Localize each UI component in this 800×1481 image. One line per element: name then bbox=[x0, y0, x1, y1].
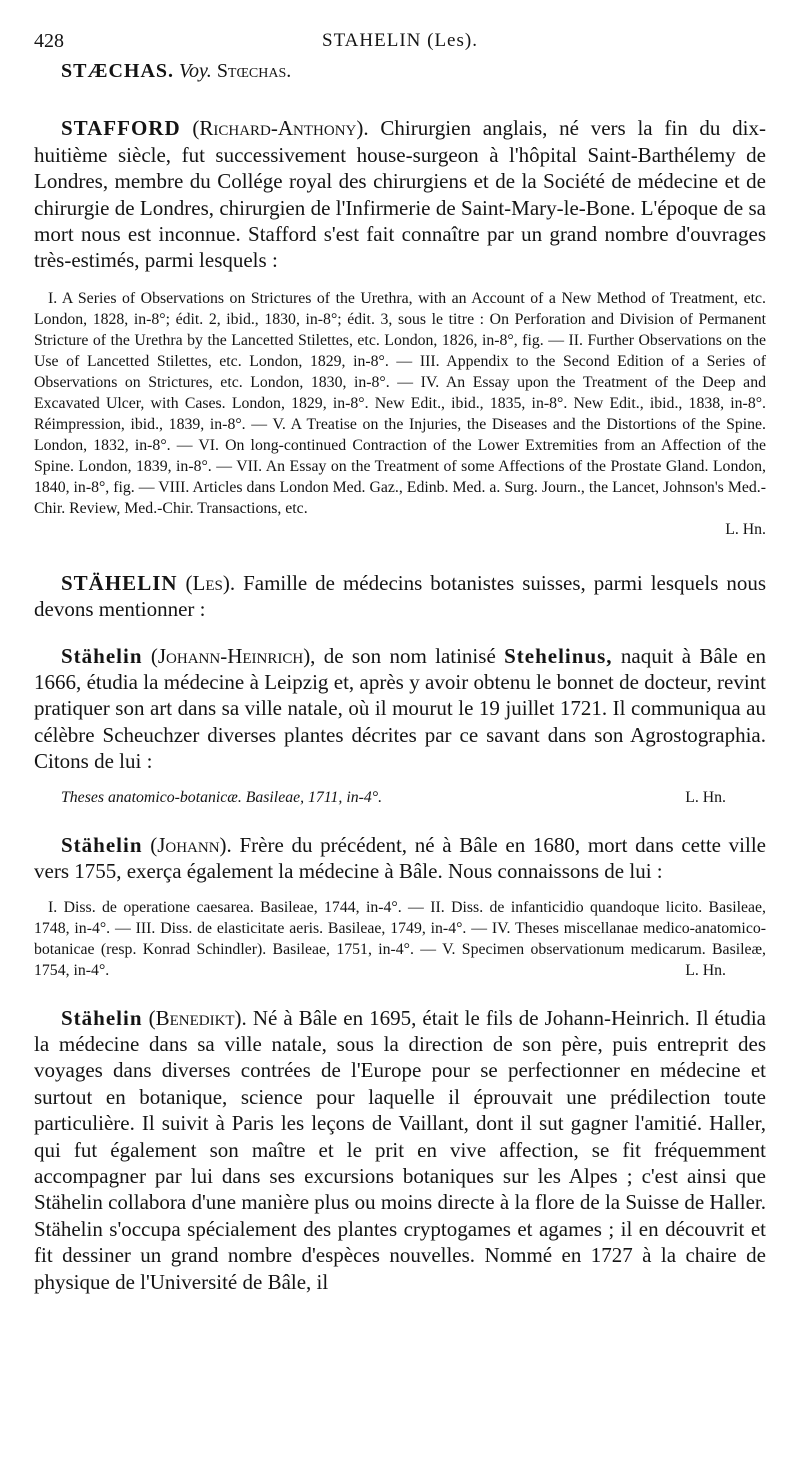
entry-stafford bbox=[34, 115, 766, 273]
entry-headword: Stähelin bbox=[61, 643, 143, 668]
entry-headword: Stähelin bbox=[61, 832, 143, 857]
entry-forename: (Richard-Anthony). bbox=[192, 116, 369, 141]
running-title: STAHELIN (Les). bbox=[322, 30, 478, 51]
author-signature: L. Hn. bbox=[685, 961, 726, 979]
entry-stahelin-benedikt bbox=[34, 1005, 766, 1295]
entry-forename: (Les). bbox=[185, 570, 236, 595]
entry-biography-continued: naquit à Bâle en 1666, étudia la médecine à Leipzig et, après y avoir obtenu le bonnet de docteur, revint pratiquer son art dans sa ville natale, où il mourut le 19 juillet 1721. Il communiqua au célèbre Scheuchzer diverses plantes décrites par ce savant dans son Agrostographia. Citons de lui : bbox=[34, 643, 767, 774]
page-number: 428 bbox=[34, 30, 64, 52]
entry-biography: Famille de médecins botanistes suisses, parmi lesquels nous devons mentionner : bbox=[34, 570, 766, 622]
entry-stahelin-johann-heinrich bbox=[34, 643, 766, 775]
entry-forename: (Johann-Heinrich), bbox=[150, 643, 316, 668]
entry-headword: STAFFORD bbox=[61, 116, 181, 141]
entry-headword: STÆCHAS. bbox=[61, 60, 175, 82]
entry-biography: Frère du précédent, né à Bâle en 1680, mort dans cette ville vers 1755, exerça également la médecine à Bâle. Nous connaissons de lui : bbox=[34, 832, 766, 884]
work-line bbox=[34, 787, 766, 808]
latin-name: Stehelinus, bbox=[504, 643, 613, 668]
running-header bbox=[34, 0, 766, 58]
entry-headword: STÄHELIN bbox=[61, 570, 178, 595]
entry-biography: Chirurgien anglais, né vers la fin du dix-huitième siècle, fut successivement house-surgeon à l'hôpital Saint-Barthélemy de Londres, membre du Collége royal des chirurgiens et de la Société de médecine et de chirurgie de Londres, chirurgien de l'Infirmerie de Saint-Mary-le-Bone. L'époque de sa mort nous est inconnue. Stafford s'est fait connaître par un grand nombre d'ouvrages très-estimés, parmi lesquels : bbox=[34, 116, 767, 273]
entry-staechas bbox=[61, 58, 766, 84]
cross-reference-label: Voy. bbox=[179, 60, 212, 82]
entry-biography: Né à Bâle en 1695, était le fils de Johann-Heinrich. Il étudia la médecine dans sa ville natale, sous la direction de son père, puis entreprit des voyages dans diverses contrées de l'Europe pour se perfectionner en médecine et surtout en botanique, science pour laquelle il éprouvait une prédilection toute particulière. Il suivit à Paris les leçons de Vaillant, dont il sut gagner l'amitié. Haller, qui fut également son maître et le prit en vive affection, se fit fréquemment accompagner par lui dans ses excursions botaniques sur les Alpes ; c'est ainsi que Stähelin collabora d'une manière plus ou moins directe à la flore de la Suisse de Haller. Stähelin s'occupa spécialement des plantes cryptogames et agames ; il en découvrit et fit dessiner un grand nombre d'espèces nouvelles. Nommé en 1727 à la chaire de physique de l'Université de Bâle, il bbox=[34, 1005, 766, 1294]
entry-forename: (Benedikt). bbox=[148, 1005, 247, 1030]
author-signature: L. Hn. bbox=[685, 788, 726, 806]
bibliography-johann: I. Diss. de operatione caesarea. Basileae, 1744, in-4°. — II. Diss. de infanticidio quandoque licito. Basileae, 1748, in-4°. — III. Diss. de elasticitate aeris. Basileae, 1749, in-4°. — IV. Theses miscellanae medico-anatomico-botanicae (resp. Konrad Schindler). Basileae, 1751, in-4°. — V. Specimen observationum medicarum. Basileæ, 1754, in-4°. bbox=[34, 898, 766, 979]
work-title: Theses anatomico-botanicæ. Basileae, 1711, in-4°. bbox=[61, 788, 383, 806]
dictionary-page bbox=[34, 0, 766, 1295]
cross-reference-target: Stœchas. bbox=[216, 60, 292, 82]
author-signature: L. Hn. bbox=[725, 520, 766, 538]
entry-forename: (Johann). bbox=[150, 832, 232, 857]
entry-headword: Stähelin bbox=[61, 1005, 143, 1030]
entry-stahelin-johann bbox=[34, 832, 766, 885]
entry-stahelin-family bbox=[34, 570, 766, 623]
bibliography-stafford: I. A Series of Observations on Strictures of the Urethra, with an Account of a New Method of Treatment, etc. London, 1828, in-8°; édit. 2, ibid., 1830, in-8°; édit. 3, sous le titre : On Perforation and Division of Permanent Stricture of the Urethra by the Lancetted Stilettes, etc. London, 1826, in-8°, fig. — II. Further Observations on the Use of Lancetted Stilettes, etc. London, 1829, in-8°. — III. Appendix to the Second Edition of a Series of Observations on Strictures, etc. London, 1830, in-8°. — IV. An Essay upon the Treatment of the Deep and Excavated Ulcer, with Cases. London, 1829, in-8°. New Edit., ibid., 1835, in-8°. New Edit., ibid., 1838, in-8°. Réimpression, ibid., 1839, in-8°. — V. A Treatise on the Injuries, the Diseases and the Distortions of the Spine. London, 1832, in-8°. — VI. On long-continued Contraction of the Lower Extremities from an Affection of the Spine. London, 1839, in-8°. — VII. An Essay on the Treatment of some Affections of the Prostate Gland. London, 1840, in-8°, fig. — VIII. Articles dans London Med. Gaz., Edinb. Med. a. Surg. Journ., the Lancet, Johnson's Med.-Chir. Review, Med.-Chir. Transactions, etc. bbox=[34, 289, 766, 517]
entry-biography: de son nom latinisé bbox=[323, 643, 496, 668]
